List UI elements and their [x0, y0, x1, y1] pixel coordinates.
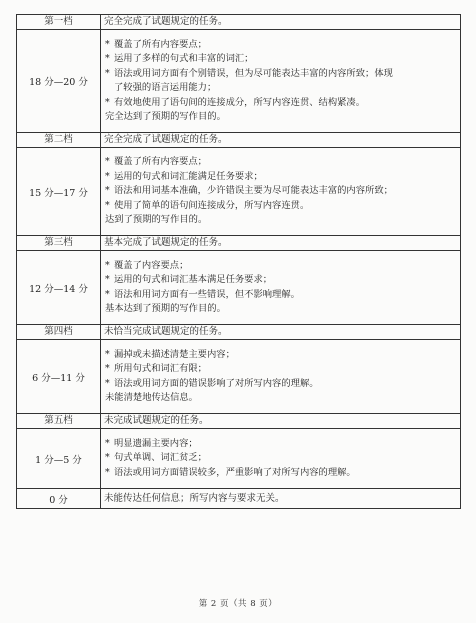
grade-task-summary: 基本完成了试题规定的任务。 [101, 236, 461, 251]
criterion-item: * 覆盖了所有内容要点； [105, 155, 460, 170]
criterion-item: * 明显遗漏主要内容； [105, 437, 460, 452]
grade-task-summary: 未完成试题规定的任务。 [101, 414, 461, 429]
grade-label: 第四档 [17, 325, 101, 340]
page-number-footer: 第 2 页（共 8 页） [198, 599, 278, 609]
score-range: 15 分—17 分 [17, 148, 101, 236]
grade-conclusion: 未能清楚地传达信息。 [105, 392, 198, 403]
criteria-list [101, 429, 461, 489]
criterion-item: * 语法和用词方面有一些错误，但不影响理解。 [105, 288, 460, 303]
criterion-item: * 使用了简单的语句间连接成分，所写内容连贯。 [105, 199, 460, 214]
grade-header-row [17, 236, 461, 251]
bullet-star-icon: * [105, 67, 110, 79]
grade-detail-row [17, 251, 461, 325]
criterion-item: * 有效地使用了语句间的连接成分，所写内容连贯、结构紧凑。 [105, 96, 460, 111]
grade-detail-row [17, 340, 461, 414]
grade-header-row [17, 325, 461, 340]
criterion-item: * 覆盖了所有内容要点； [105, 38, 460, 53]
bullet-star-icon: * [105, 259, 110, 271]
bullet-star-icon: * [105, 170, 110, 182]
criterion-item: * 所用句式和词汇有限； [105, 362, 460, 377]
bullet-star-icon: * [105, 156, 110, 168]
scoring-rubric-table [16, 14, 461, 509]
score-range: 18 分—20 分 [17, 30, 101, 133]
bullet-star-icon: * [105, 38, 110, 50]
score-range: 12 分—14 分 [17, 251, 101, 325]
grade-conclusion: 基本达到了预期的写作目的。 [105, 303, 226, 314]
criterion-item: * 漏掉或未描述清楚主要内容； [105, 348, 460, 363]
bullet-star-icon: * [105, 377, 110, 389]
grade-task-summary: 完全完成了试题规定的任务。 [101, 15, 461, 30]
criterion-item: * 覆盖了内容要点； [105, 259, 460, 274]
criterion-item: * 句式单调、词汇贫乏； [105, 451, 460, 466]
bullet-star-icon: * [105, 185, 110, 197]
grade-label: 第二档 [17, 133, 101, 148]
criterion-item: * 语法或用词方面的错误影响了对所写内容的理解。 [105, 377, 460, 392]
bullet-star-icon: * [105, 348, 110, 360]
grade-detail-row [17, 429, 461, 489]
criterion-item: * 语法或用词方面有个别错误，但为尽可能表达丰富的内容所致；体现 了较强的语言运用能力； [105, 67, 393, 93]
grade-label: 第三档 [17, 236, 101, 251]
grade-header-row [17, 133, 461, 148]
bullet-star-icon: * [105, 288, 110, 300]
bullet-star-icon: * [105, 363, 110, 374]
zero-score-description: 未能传达任何信息；所写内容与要求无关。 [101, 489, 461, 509]
score-range: 6 分—11 分 [17, 340, 101, 414]
grade-task-summary: 完全完成了试题规定的任务。 [101, 133, 461, 148]
bullet-star-icon: * [105, 53, 110, 64]
bullet-star-icon: * [105, 466, 110, 478]
zero-score-row [17, 489, 461, 509]
grade-header-row [17, 414, 461, 429]
bullet-star-icon: * [105, 274, 110, 285]
bullet-star-icon: * [105, 96, 110, 108]
criteria-list [101, 148, 461, 236]
criteria-list [101, 340, 461, 414]
criterion-item: * 语法和用词基本准确，少许错误主要为尽可能表达丰富的内容所致； [105, 184, 460, 199]
score-range: 0 分 [17, 489, 101, 509]
criterion-item: * 语法或用词方面错误较多，严重影响了对所写内容的理解。 [105, 466, 460, 481]
criterion-item: * 运用的句式和词汇基本满足任务要求； [105, 273, 460, 288]
criterion-item: * 运用的句式和词汇能满足任务要求； [105, 170, 460, 185]
grade-label: 第一档 [17, 15, 101, 30]
bullet-star-icon: * [105, 452, 110, 464]
criteria-list [101, 30, 461, 133]
criteria-list [101, 251, 461, 325]
grade-conclusion: 完全达到了预期的写作目的。 [105, 111, 226, 122]
grade-detail-row [17, 30, 461, 133]
bullet-star-icon: * [105, 199, 110, 211]
criterion-item: * 运用了多样的句式和丰富的词汇； [105, 52, 460, 67]
grade-conclusion: 达到了预期的写作目的。 [105, 214, 208, 226]
grade-header-row [17, 15, 461, 30]
grade-task-summary: 未恰当完成试题规定的任务。 [101, 325, 461, 340]
score-range: 1 分—5 分 [17, 429, 101, 489]
grade-label: 第五档 [17, 414, 101, 429]
bullet-star-icon: * [105, 437, 110, 449]
grade-detail-row [17, 148, 461, 236]
